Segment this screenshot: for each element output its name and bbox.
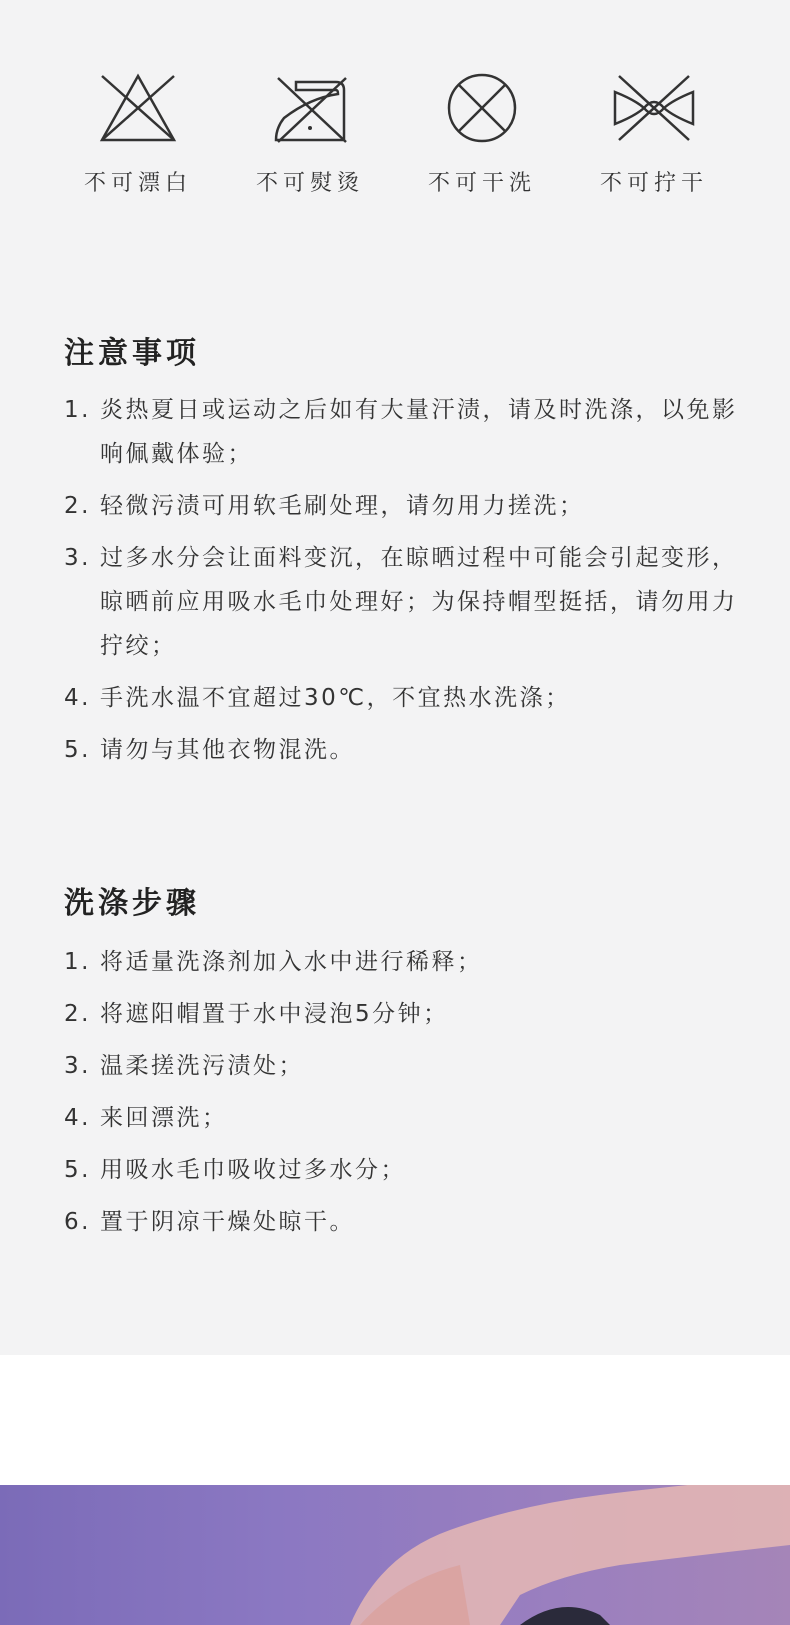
list-item-number: 3.: [64, 1053, 91, 1079]
steps-title: 洗涤步骤: [64, 886, 200, 921]
care-symbol-no-iron: [224, 72, 396, 197]
list-item: [64, 388, 754, 476]
list-item-text: 轻微污渍可用软毛刷处理，请勿用力搓洗；: [100, 493, 585, 519]
list-item: [64, 992, 754, 1036]
list-item-text: 将遮阳帽置于水中浸泡5分钟；: [100, 1001, 449, 1027]
list-item-text: 过多水分会让面料变沉，在晾晒过程中可能会引起变形，晾晒前应用吸水毛巾处理好；为保持帽型挺括，请勿用力拧绞；: [100, 545, 738, 659]
list-item-number: 2.: [64, 493, 91, 519]
list-item-number: 5.: [64, 737, 91, 763]
no-wring-icon: [611, 72, 697, 144]
care-symbol-no-wring: [568, 72, 740, 197]
no-iron-icon: [270, 72, 350, 144]
care-label: 不可干洗: [427, 171, 536, 196]
notes-list: [64, 388, 754, 780]
list-item-text: 手洗水温不宜超过30℃，不宜热水洗涤；: [100, 685, 571, 711]
care-label: 不可漂白: [83, 171, 192, 196]
list-item: [64, 1148, 754, 1192]
list-item: [64, 1096, 754, 1140]
care-symbol-no-bleach: [52, 72, 224, 197]
list-item-number: 2.: [64, 1001, 91, 1027]
steps-list: [64, 940, 754, 1252]
list-item: [64, 676, 754, 720]
list-item-number: 6.: [64, 1209, 91, 1235]
list-item-number: 3.: [64, 545, 91, 571]
no-bleach-icon: [98, 72, 178, 144]
list-item: [64, 1200, 754, 1244]
list-item-text: 将适量洗涤剂加入水中进行稀释；: [100, 949, 483, 975]
list-item-number: 1.: [64, 397, 91, 423]
list-item: [64, 940, 754, 984]
list-item-text: 炎热夏日或运动之后如有大量汗渍，请及时洗涤，以免影响佩戴体验；: [100, 397, 738, 467]
care-label: 不可拧干: [599, 171, 708, 196]
no-dry-clean-icon: [442, 72, 522, 144]
care-symbol-no-dry-clean: [396, 72, 568, 197]
list-item-text: 来回漂洗；: [100, 1105, 228, 1131]
list-item-number: 1.: [64, 949, 91, 975]
list-item: [64, 484, 754, 528]
list-item-text: 温柔搓洗污渍处；: [100, 1053, 304, 1079]
list-item: [64, 1044, 754, 1088]
list-item: [64, 728, 754, 772]
list-item-text: 置于阴凉干燥处晾干。: [100, 1209, 355, 1235]
product-photo-banner: [0, 1485, 790, 1625]
notes-title: 注意事项: [64, 336, 200, 371]
hand-holding-hat-image: [0, 1485, 790, 1625]
care-label: 不可熨烫: [255, 171, 364, 196]
list-item-text: 请勿与其他衣物混洗。: [100, 737, 355, 763]
list-item: [64, 536, 754, 668]
list-item-number: 4.: [64, 1105, 91, 1131]
care-symbols-row: [0, 72, 790, 222]
list-item-text: 用吸水毛巾吸收过多水分；: [100, 1157, 406, 1183]
list-item-number: 4.: [64, 685, 91, 711]
list-item-number: 5.: [64, 1157, 91, 1183]
